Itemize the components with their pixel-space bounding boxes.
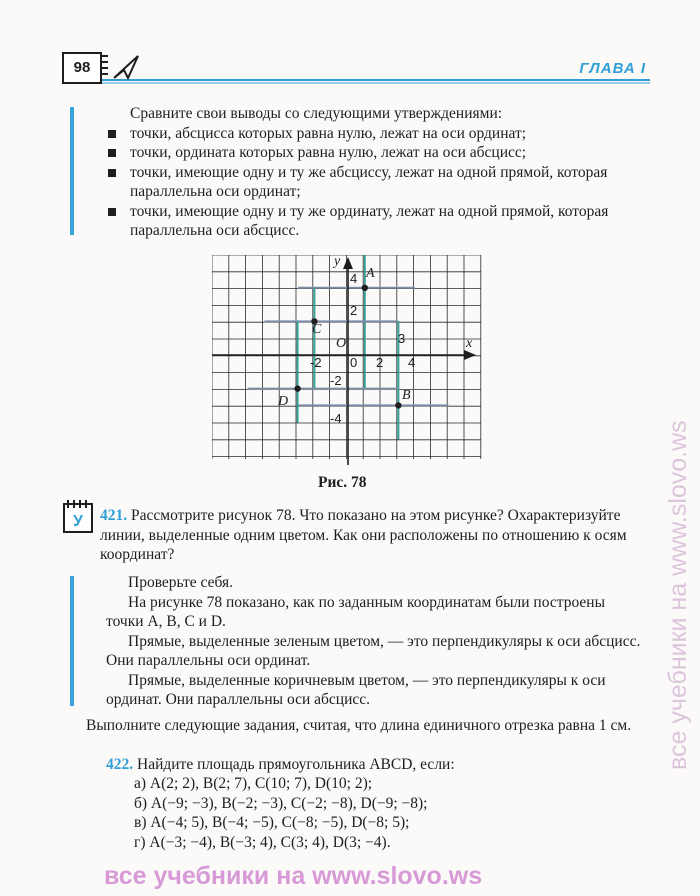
x-axis-label: x — [466, 336, 473, 351]
point-b — [395, 402, 401, 408]
tick-label: -4 — [330, 411, 342, 426]
exercise-text: Рассмотрите рисунок 78. Что показано на этом рисунке? Охарактеризуйте линии, выделенные одним цветом. Как они расположены по отношению к осям координат? — [100, 507, 627, 563]
task-intro: Выполните следующие задания, считая, что длина единичного отрезка равна 1 см. — [86, 717, 632, 734]
tick-label: 3 — [398, 331, 406, 346]
check-block — [106, 573, 646, 710]
bullet-item: точки, имеющие одну и ту же ординату, лежат на одной прямой, которая параллельна оси абсцисс. — [108, 202, 648, 241]
blue-margin-bar — [70, 107, 74, 235]
list-item: г) A(−3; −4), B(−3; 4), C(3; 4), D(3; −4). — [134, 833, 391, 851]
check-paragraph: На рисунке 78 показано, как по заданным координатам были построены точки A, B, C и D. — [106, 593, 605, 630]
intro-block — [108, 104, 648, 241]
blue-margin-bar — [70, 576, 74, 706]
point-d-label: D — [278, 394, 289, 409]
list-item: б) A(−9; −3), B(−2; −3), C(−2; −8), D(−9; −8); — [134, 794, 428, 812]
figure-caption: Рис. 78 — [318, 474, 367, 491]
list-item: в) A(−4; 5), B(−4; −5), C(−8; −5), D(−8; 5); — [134, 814, 410, 831]
point-c-label: C — [312, 322, 322, 337]
y-axis-label: y — [334, 255, 341, 269]
point-b-label: B — [402, 388, 411, 403]
exercise-text: Найдите площадь прямоугольника ABCD, если: — [137, 756, 455, 773]
intro-lead: Сравните свои выводы со следующими утверждениями: — [130, 105, 503, 122]
tick-label: -2 — [310, 355, 322, 370]
intro-bullets — [108, 124, 648, 241]
watermark-footer: все учебники на www.slovo.ws — [104, 862, 483, 890]
check-title: Проверьте себя. — [128, 574, 234, 591]
bullet-item: точки, абсцисса которых равна нулю, лежат на оси ординат; — [108, 124, 648, 144]
point-a — [362, 285, 368, 291]
list-item: а) A(2; 2), B(2; 7), C(10; 7), D(10; 2); — [134, 775, 373, 792]
grid-lines — [212, 255, 481, 459]
tick-label: -2 — [330, 373, 342, 388]
point-d — [294, 385, 300, 391]
chapter-title: ГЛАВА I — [579, 60, 646, 77]
tick-label: 2 — [350, 303, 358, 318]
exercise-421 — [100, 506, 648, 565]
point-a-label: A — [366, 266, 375, 281]
spring-arrow-icon — [98, 52, 142, 84]
exercise-number: 421. — [100, 507, 128, 524]
exercise-number: 422. — [106, 756, 134, 773]
page-number: 98 — [62, 52, 102, 84]
page-header — [60, 50, 650, 84]
header-rule — [60, 50, 650, 84]
exercise-422-items — [134, 774, 654, 852]
bullet-item: точки, имеющие одну и ту же абсциссу, лежат на одной прямой, которая параллельна оси ординат; — [108, 163, 648, 202]
exercise-422 — [106, 755, 646, 775]
bullet-item: точки, ордината которых равна нулю, лежат на оси абсцисс; — [108, 143, 648, 163]
tick-label: 4 — [408, 355, 416, 370]
tick-label: 4 — [350, 271, 358, 286]
check-paragraph: Прямые, выделенные коричневым цветом, — это перпендикуляры к оси ординат. Они параллельны оси абсцисс. — [106, 671, 606, 708]
coordinate-grid-figure — [212, 255, 482, 465]
origin-label: O — [336, 336, 347, 351]
check-paragraph: Прямые, выделенные зеленым цветом, — это перпендикуляры к оси абсцисс. Они параллельны оси ординат. — [106, 632, 641, 669]
notebook-badge-icon — [62, 498, 94, 534]
tick-label: 0 — [350, 355, 358, 370]
tick-label: 2 — [376, 355, 384, 370]
watermark-vertical: все учебники на www.slovo.ws — [664, 420, 692, 770]
badge-letter: У — [73, 513, 83, 530]
